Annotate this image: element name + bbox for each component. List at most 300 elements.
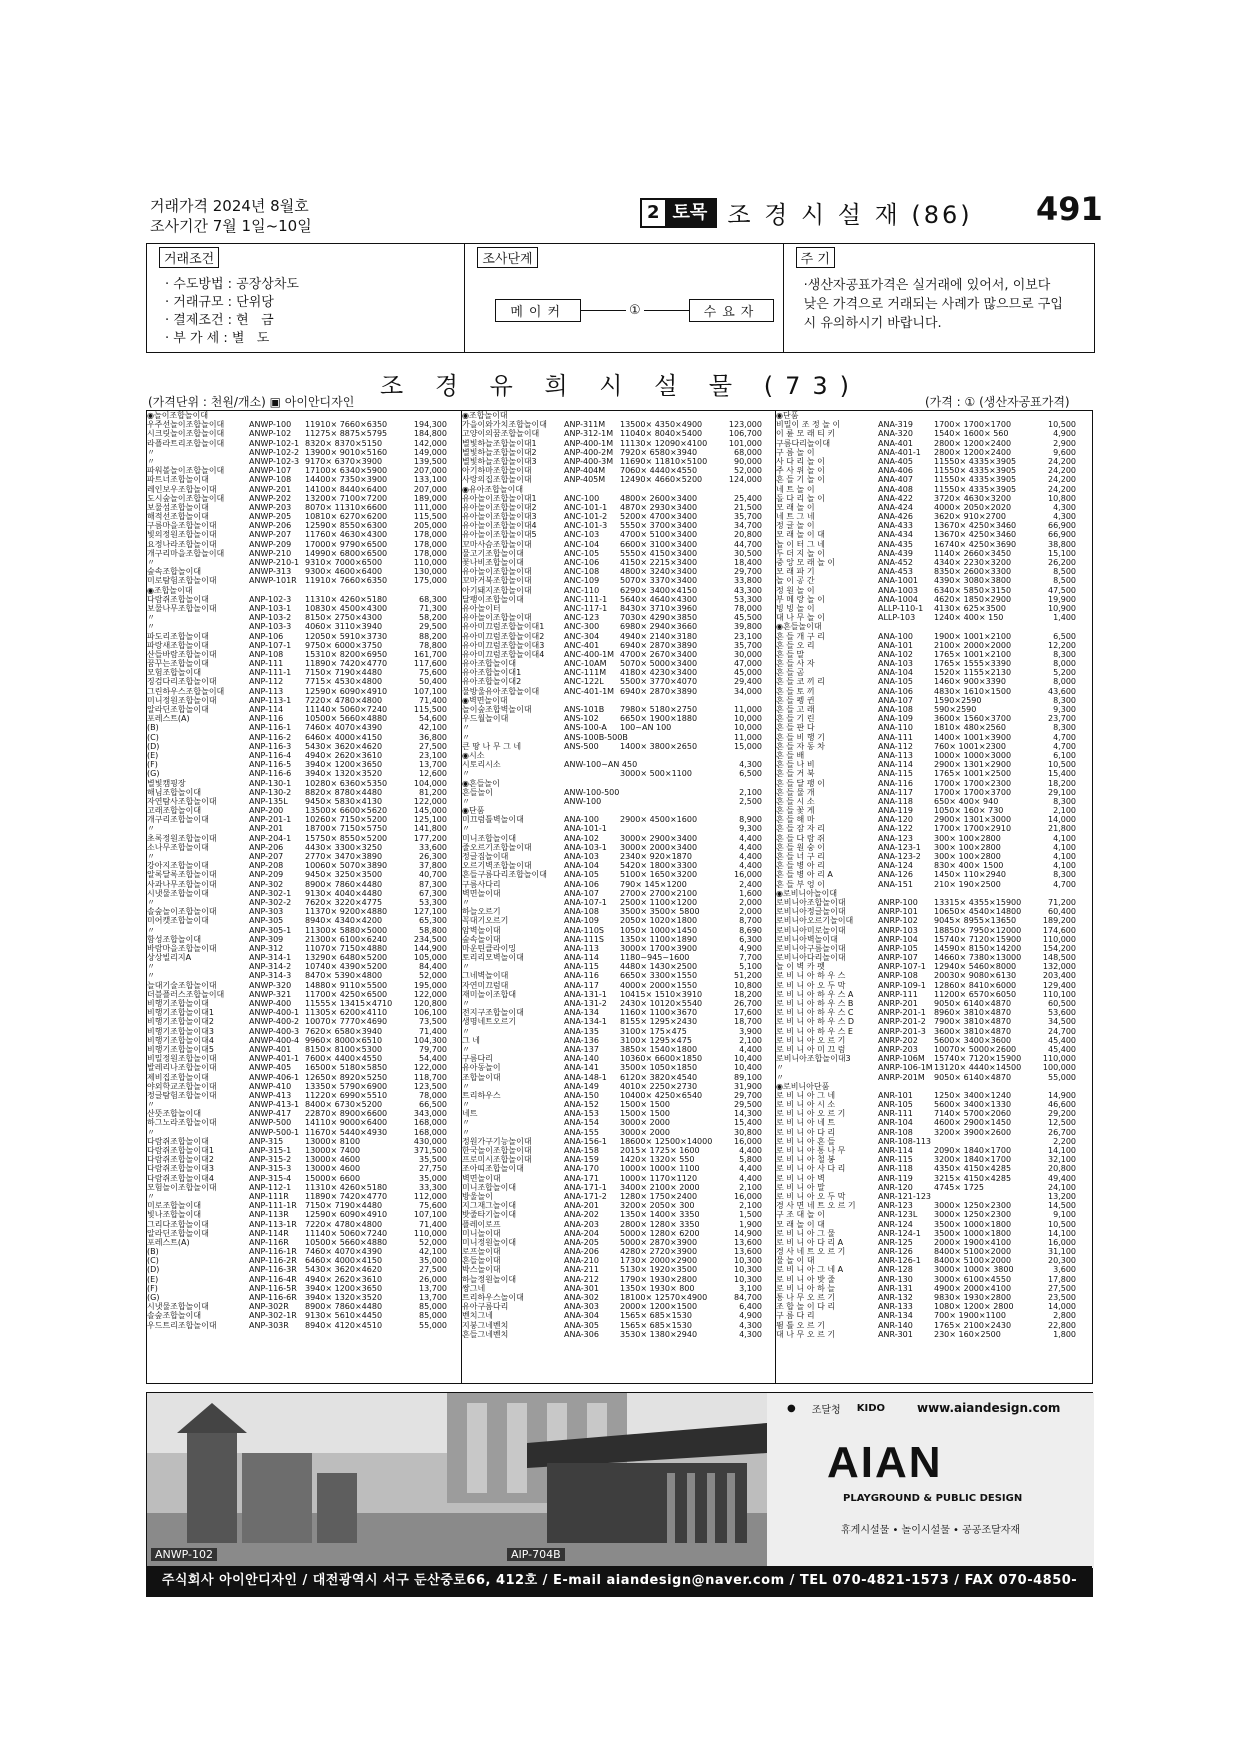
model-code: ANA-111S [564, 934, 604, 944]
dimensions: 4940× 2620×3610 [305, 750, 383, 760]
model-code: ANRP-202 [878, 1035, 918, 1045]
table-row [776, 806, 1093, 815]
model-code: ANP-111-1 [249, 668, 292, 678]
table-row [462, 870, 774, 879]
table-row [776, 457, 1093, 466]
price: 24,200 [1048, 475, 1076, 485]
model-code [965, 1082, 1000, 1091]
item-name: 로 비 니 아 시 소 [776, 1100, 836, 1110]
dimensions: 1080× 1200× 2800 [934, 1302, 1014, 1312]
model-code: ANA-212 [564, 1274, 599, 1284]
item-name: 토리리모벽놀이대 [462, 953, 524, 963]
price: 2,100 [739, 1182, 762, 1192]
dimensions: 5130× 1920×3500 [620, 1265, 698, 1275]
price: 39,800 [734, 622, 762, 632]
model-code: ANP-400-3M [564, 456, 614, 466]
price: 66,900 [1048, 530, 1076, 540]
model-code: ANC-106 [564, 558, 600, 567]
model-code: ANRP-201-1 [878, 1008, 926, 1018]
model-code: ANWP-210-1 [249, 558, 300, 567]
table-row [147, 1174, 459, 1183]
model-code [965, 622, 1000, 631]
item-name: 박스놀이대 [462, 1265, 501, 1275]
price: 144,900 [413, 943, 447, 953]
dimensions: 2900× 4500×1600 [620, 815, 698, 825]
item-name: 비행기조합놀이대 [147, 999, 209, 1008]
dimensions: 4000× 2050×2020 [934, 502, 1012, 512]
company-contact: 주식회사 아이안디자인 / 대전광역시 서구 둔산중로66, 412호 / E-mail aiandesign@naver.com / TEL 070-4821-1573 / FAX 070-4850-8316 [147, 1566, 1092, 1596]
model-code: ANA-100 [564, 815, 599, 825]
table-row [776, 1265, 1093, 1274]
item-name: 정 글 놀 이 [776, 521, 815, 531]
model-code: ANP-207 [249, 852, 284, 861]
table-row [462, 834, 774, 843]
item-name: 흔 들 판 다 [776, 723, 815, 733]
price: 18,700 [734, 1017, 762, 1027]
item-name: 〃 [147, 824, 155, 834]
price: 142,000 [413, 438, 447, 448]
price [414, 411, 459, 420]
dimensions: 1565× 685×1530 [620, 1320, 692, 1330]
item-name: 산뜻조합놀이대 [147, 1109, 202, 1119]
dimensions: 13670× 4250×3460 [934, 530, 1017, 540]
table-row [776, 567, 1093, 576]
item-name: 미니정원놀이대 [462, 1237, 517, 1247]
price: 2,200 [1053, 1136, 1076, 1146]
table-row [462, 705, 774, 714]
dimensions: 9960× 8000×6510 [305, 1035, 383, 1045]
price: 4,100 [1053, 833, 1076, 843]
item-name: 로비니아벽놀이대 [776, 934, 838, 944]
price: 139,500 [413, 456, 447, 466]
price-table [146, 410, 1093, 1384]
price: 133,100 [413, 475, 447, 485]
table-row [776, 1201, 1093, 1210]
table-row [776, 907, 1093, 916]
item-name: 벤치그네 [462, 1311, 493, 1321]
table-row [147, 503, 459, 512]
price: 8,300 [1053, 649, 1076, 659]
dimensions: 3600× 1560×3700 [934, 714, 1012, 724]
price: 75,600 [419, 668, 447, 678]
model-code: ANRP-103 [878, 925, 918, 935]
model-code: ANP-314-3 [249, 971, 292, 981]
dimensions: 3200× 2050× 300 [620, 1201, 695, 1211]
item-name: 〃 [147, 962, 155, 972]
price: 29,200 [1048, 1109, 1076, 1119]
table-row [776, 889, 1093, 898]
price: 10,500 [1048, 760, 1076, 770]
item-name: 사랑의집조합놀이대 [462, 475, 532, 485]
dimensions [682, 696, 729, 705]
table-row [147, 1100, 459, 1109]
model-code [648, 411, 683, 420]
item-name: 〃 [462, 999, 470, 1008]
dimensions: 14100× 8440×6400 [305, 484, 388, 494]
advertisement [146, 1392, 1093, 1618]
table-row [147, 806, 459, 815]
model-code: ANP-206 [249, 842, 284, 852]
dimensions: 2700× 2700×2100 [620, 888, 698, 898]
price: 1,900 [739, 1219, 762, 1229]
supply-flow [495, 299, 774, 322]
price: 2,900 [1053, 438, 1076, 448]
model-code: ANR-301 [878, 1329, 913, 1339]
price: 26,200 [1048, 558, 1076, 567]
model-code: ANP-116-3R [249, 1265, 297, 1275]
price: 4,400 [739, 861, 762, 871]
dimensions [1000, 889, 1048, 898]
price: 4,400 [739, 1164, 762, 1174]
table-row [776, 1146, 1093, 1155]
model-code: ANP-302R [249, 1302, 289, 1312]
price: 2,100 [739, 1201, 762, 1211]
dimensions: 1765× 2100×2430 [934, 1320, 1012, 1330]
model-code: ANC-100 [564, 493, 600, 503]
dimensions: 14110× 9000×6400 [305, 1118, 388, 1128]
item-name: (D) [147, 1265, 160, 1275]
price: 31,100 [1048, 1247, 1076, 1257]
model-code: ANA-115 [878, 769, 913, 779]
model-code: ANA-152 [564, 1100, 599, 1110]
model-code: ANA-106 [878, 686, 913, 696]
item-name: 자연미끄럼대 [462, 980, 509, 990]
dimensions: 8960× 3810×4870 [934, 1008, 1012, 1018]
price: 8,300 [1053, 723, 1076, 733]
table-row [462, 448, 774, 457]
price: 4,300 [739, 760, 762, 770]
price: 174,600 [1042, 925, 1076, 935]
dimensions: 3620× 910×2700 [934, 512, 1006, 522]
table-row [147, 723, 459, 732]
item-name: ◉단품 [462, 806, 485, 816]
model-code: ANWP-108 [249, 475, 292, 485]
item-name: 흔들놀이대 [462, 1256, 501, 1266]
dimensions: 4000× 2000×1550 [620, 980, 698, 990]
price: 141,800 [413, 824, 447, 834]
item-name: 구름마을조합놀이대 [147, 521, 217, 531]
table-row [147, 1137, 459, 1146]
price: 24,200 [1048, 466, 1076, 476]
table-row [462, 971, 774, 980]
item-name: 지붕그네벤치 [462, 1320, 509, 1330]
dimensions: 1350× 1100×1890 [620, 934, 698, 944]
item-name: 더블플러스조합놀이대 [147, 989, 225, 999]
price: 84,400 [419, 962, 447, 972]
item-name: 쌍그네 [462, 1283, 486, 1293]
dimensions: 11140× 5060×7240 [305, 705, 388, 714]
dimensions: 100~AN 100 [620, 723, 672, 733]
item-name: 빛나조합놀이대 [147, 1210, 202, 1220]
model-code: ANWP-202 [249, 493, 292, 503]
model-code: ANA-109 [564, 916, 599, 926]
dimensions: 12650× 8920×5250 [305, 1072, 388, 1082]
item-name: 유아동놀이 [462, 1063, 501, 1073]
item-name: ◉흔들놀이대 [776, 622, 822, 632]
item-name: 로비니아다리놀이대 [776, 953, 846, 963]
table-row [147, 595, 459, 604]
price: 10,000 [734, 723, 762, 733]
price: 4,400 [739, 833, 762, 843]
item-name: 트리하우스 [462, 1090, 501, 1100]
model-code: ANC-101-3 [564, 521, 608, 531]
item-name: 흔 들 배 [776, 750, 805, 760]
item-name: 야외학교조합놀이대 [147, 1081, 217, 1091]
price: 4,900 [1053, 429, 1076, 439]
item-name: 조합놀이대 [462, 1072, 501, 1082]
model-code: ANWP-401-1 [249, 1054, 300, 1064]
price: 189,000 [413, 493, 447, 503]
dimensions: 5420× 1800×3300 [620, 861, 698, 871]
price: 14,900 [1048, 1090, 1076, 1100]
table-row [462, 824, 774, 833]
model-code: ANWP-102-3 [249, 456, 300, 466]
item-name: 〃 [462, 824, 470, 834]
price: 18,200 [734, 989, 762, 999]
dimensions: 11305× 6200×4110 [305, 1008, 388, 1018]
price: 25,400 [734, 493, 762, 503]
table-row [462, 586, 774, 595]
price: 53,300 [734, 594, 762, 604]
price: 71,400 [419, 1219, 447, 1229]
dimensions: 13000× 4600 [305, 1164, 361, 1174]
model-code: ANA-134 [564, 1008, 599, 1018]
price: 23,700 [1048, 714, 1076, 724]
item-name: 우주선놀이조합놀이대 [147, 420, 225, 430]
price: 31,900 [734, 1081, 762, 1091]
model-code: ANRP-107 [878, 953, 918, 963]
table-row [147, 622, 459, 631]
price: 20,800 [1048, 1164, 1076, 1174]
item-name: 다람쥐조합놀이대3 [147, 1164, 214, 1174]
dimensions: 12860× 8410×6000 [934, 980, 1017, 990]
price: 45,400 [1048, 1035, 1076, 1045]
price: 11,000 [734, 705, 762, 714]
item-name: 〃 [462, 796, 470, 806]
model-code: ANR-133 [878, 1302, 913, 1312]
dimensions: 3940× 1200×3650 [305, 760, 383, 770]
model-code: ANP-315-1 [249, 1146, 292, 1155]
dimensions: 10810× 6270×6200 [305, 512, 388, 522]
model-code: ANC-117-1 [564, 603, 608, 613]
dimensions: 15000× 6600 [305, 1173, 361, 1183]
table-row [776, 1054, 1093, 1063]
model-code: ANA-126 [878, 870, 913, 880]
price: 9,100 [1053, 1210, 1076, 1220]
table-row [776, 439, 1093, 448]
dimensions: 4280× 2720×3900 [620, 1247, 698, 1257]
model-code: ANC-110 [564, 585, 600, 595]
item-name: 줄오르기조합놀이대 [462, 842, 532, 852]
item-name: 흔 들 부 엉 이 [776, 879, 825, 889]
item-name: 포레스트(A) [147, 714, 190, 724]
model-code: ANR-123 [878, 1201, 913, 1211]
table-row [776, 733, 1093, 742]
model-code: ANA-303 [564, 1302, 599, 1312]
price: 71,300 [419, 603, 447, 613]
item-name: 부 메 랑 놀 이 [776, 594, 825, 604]
dimensions: 7030× 4290×3850 [620, 613, 698, 623]
item-name: 로 비 니 아 밧 줄 [776, 1274, 836, 1284]
item-name: 유아놀이조합놀이대2 [462, 502, 537, 512]
dimensions: 9130× 5610×4450 [305, 1311, 383, 1321]
price: 4,300 [739, 1320, 762, 1330]
dimensions: 4940× 2140×3180 [620, 631, 698, 641]
dimensions: 6940× 2870×3890 [620, 640, 698, 650]
item-name: (G) [147, 769, 160, 779]
table-row [776, 1082, 1093, 1091]
dimensions: 7620× 3220×4775 [305, 897, 383, 907]
table-row [462, 420, 774, 429]
price: 53,300 [419, 897, 447, 907]
item-name: 하늘오르기 [462, 907, 501, 917]
model-code: ANR-108-113 [878, 1136, 932, 1146]
item-name: 로 비 니 아 미 끄 럼 [776, 1044, 846, 1054]
item-name: 다람쥐조합놀이대2 [147, 1155, 214, 1165]
dimensions: 2015× 1725× 1600 [620, 1146, 700, 1155]
dimensions: 6120× 3820×4540 [620, 1072, 698, 1082]
dimensions: 3100× 175×475 [620, 1026, 687, 1036]
model-code: ANP-116-1 [249, 723, 292, 733]
table-row [147, 815, 459, 824]
item-name: 지그재그놀이대 [462, 1201, 517, 1211]
model-code: ANWP-500 [249, 1118, 292, 1128]
price: 1,800 [1053, 1329, 1076, 1339]
item-name: 〃 [147, 971, 155, 981]
item-name: 한국놀이조합놀이대 [462, 1146, 532, 1155]
table-row [776, 1247, 1093, 1256]
price: 14,000 [1048, 1302, 1076, 1312]
item-name: 로 비 니 아 그 네 [776, 1090, 836, 1100]
price: 125,100 [413, 815, 447, 825]
item-name: 네 트 놀 이 [776, 484, 815, 494]
model-code: ANP-312-1M [564, 429, 614, 439]
model-code: ANW-100-500 [564, 787, 620, 797]
model-code: ANP-111-1R [249, 1201, 297, 1211]
price: 29,500 [419, 622, 447, 632]
price: 8,300 [1053, 796, 1076, 806]
dimensions: 4830× 1610×1500 [934, 686, 1012, 696]
model-code: ANA-401-1 [878, 447, 921, 457]
dimensions: 8350× 2600×3300 [934, 567, 1012, 577]
price: 4,400 [739, 852, 762, 861]
table-row [776, 1229, 1093, 1238]
table-row [776, 411, 1093, 420]
dimensions: 4010× 2250×2730 [620, 1081, 698, 1091]
table-row [462, 1091, 774, 1100]
price: 177,200 [413, 833, 447, 843]
table-row [776, 1321, 1093, 1330]
price: 51,200 [734, 971, 762, 981]
conditions-panel [146, 243, 1095, 353]
model-code: ANWP-500-1 [249, 1127, 300, 1137]
dimensions: 8320× 8370×5150 [305, 438, 383, 448]
model-code: ANR-104 [878, 1118, 913, 1128]
dimensions: 8400× 5100×2000 [934, 1247, 1012, 1257]
price: 110,000 [1042, 1054, 1076, 1064]
table-row [147, 1220, 459, 1229]
model-code: ANA-112 [878, 741, 913, 751]
dimensions: 13500× 4350×4900 [620, 420, 703, 430]
price: 27,750 [419, 1164, 447, 1174]
model-code: ANA-302 [564, 1293, 599, 1302]
table-row [462, 475, 774, 484]
table-row [462, 1293, 774, 1302]
item-name: 숲속놀이대 [462, 934, 501, 944]
item-name: 로비니아조합놀이대3 [776, 1054, 851, 1064]
price: 73,500 [419, 1017, 447, 1027]
item-name: 그리다조합놀이대 [147, 1219, 209, 1229]
item-name: 〃 [147, 1191, 155, 1201]
item-name: 전지구조합놀이대 [462, 1008, 524, 1018]
table-row [147, 650, 459, 659]
dimensions: 1700× 1700×1700 [934, 420, 1012, 430]
item-name: 미니조합놀이대 [462, 833, 517, 843]
table-row [776, 760, 1093, 769]
price: 122,000 [413, 989, 447, 999]
item-name: 대 나 무 놀 이 [776, 613, 825, 623]
item-name: 유아놀이터 [462, 603, 501, 613]
price: 60,400 [1048, 907, 1076, 917]
model-code: ANWP-201 [249, 484, 292, 494]
price: 35,000 [419, 1256, 447, 1266]
dimensions: 13350× 5790×6900 [305, 1081, 388, 1091]
dimensions: 14590× 8150×14200 [934, 943, 1022, 953]
item-name: 〃 [147, 1100, 155, 1110]
model-code: ANP-405M [564, 475, 606, 485]
dimensions: 10415× 1510×3910 [620, 989, 703, 999]
dimensions: 3000× 6100×4550 [934, 1274, 1012, 1284]
price: 47,000 [734, 659, 762, 669]
table-row [147, 971, 459, 980]
dimensions: 14990× 6800×6500 [305, 548, 388, 558]
dimensions: 13290× 6480×5200 [305, 953, 388, 963]
website[interactable]: www.aiandesign.com [917, 1401, 1061, 1415]
price: 145,000 [413, 806, 447, 816]
table-row [776, 1330, 1093, 1339]
table-row [147, 1027, 459, 1036]
price: 52,000 [419, 971, 447, 981]
price: 34,000 [734, 686, 762, 696]
dimensions: 4620× 1850×2900 [934, 594, 1012, 604]
price: 52,000 [734, 466, 762, 476]
dimensions: 1000× 1000× 1100 [620, 1164, 700, 1174]
note-tag: 주 기 [796, 247, 835, 268]
model-code: ANA-155 [564, 1127, 599, 1137]
price: 371,500 [413, 1146, 447, 1155]
dimensions: 13000× 7400 [305, 1146, 361, 1155]
item-name: 아기돼지조합놀이대 [462, 585, 532, 595]
dimensions: 15740× 7120×15900 [934, 934, 1022, 944]
item-name: 요정나라조합놀이대 [147, 539, 217, 549]
table-row [776, 1192, 1093, 1201]
price: 101,000 [728, 438, 762, 448]
model-code: ANRP-111 [878, 989, 918, 999]
model-code: ANR-134 [878, 1311, 913, 1321]
model-code: ANA-116 [878, 778, 913, 788]
model-code: ANA-119 [878, 806, 913, 816]
item-name: 다람쥐조합놀이대4 [147, 1173, 214, 1183]
item-name: 비행기조합놀이대4 [147, 1035, 214, 1045]
price: 33,300 [419, 1182, 447, 1192]
model-code: ANP-201-1 [249, 815, 292, 825]
model-code: ANWP-413 [249, 1090, 292, 1100]
price: 43,600 [1048, 686, 1076, 696]
model-code: ANA-426 [878, 512, 913, 522]
model-code: ANA-319 [878, 420, 913, 430]
price: 100,000 [1042, 1063, 1076, 1073]
model-code: ANA-105 [564, 870, 599, 880]
